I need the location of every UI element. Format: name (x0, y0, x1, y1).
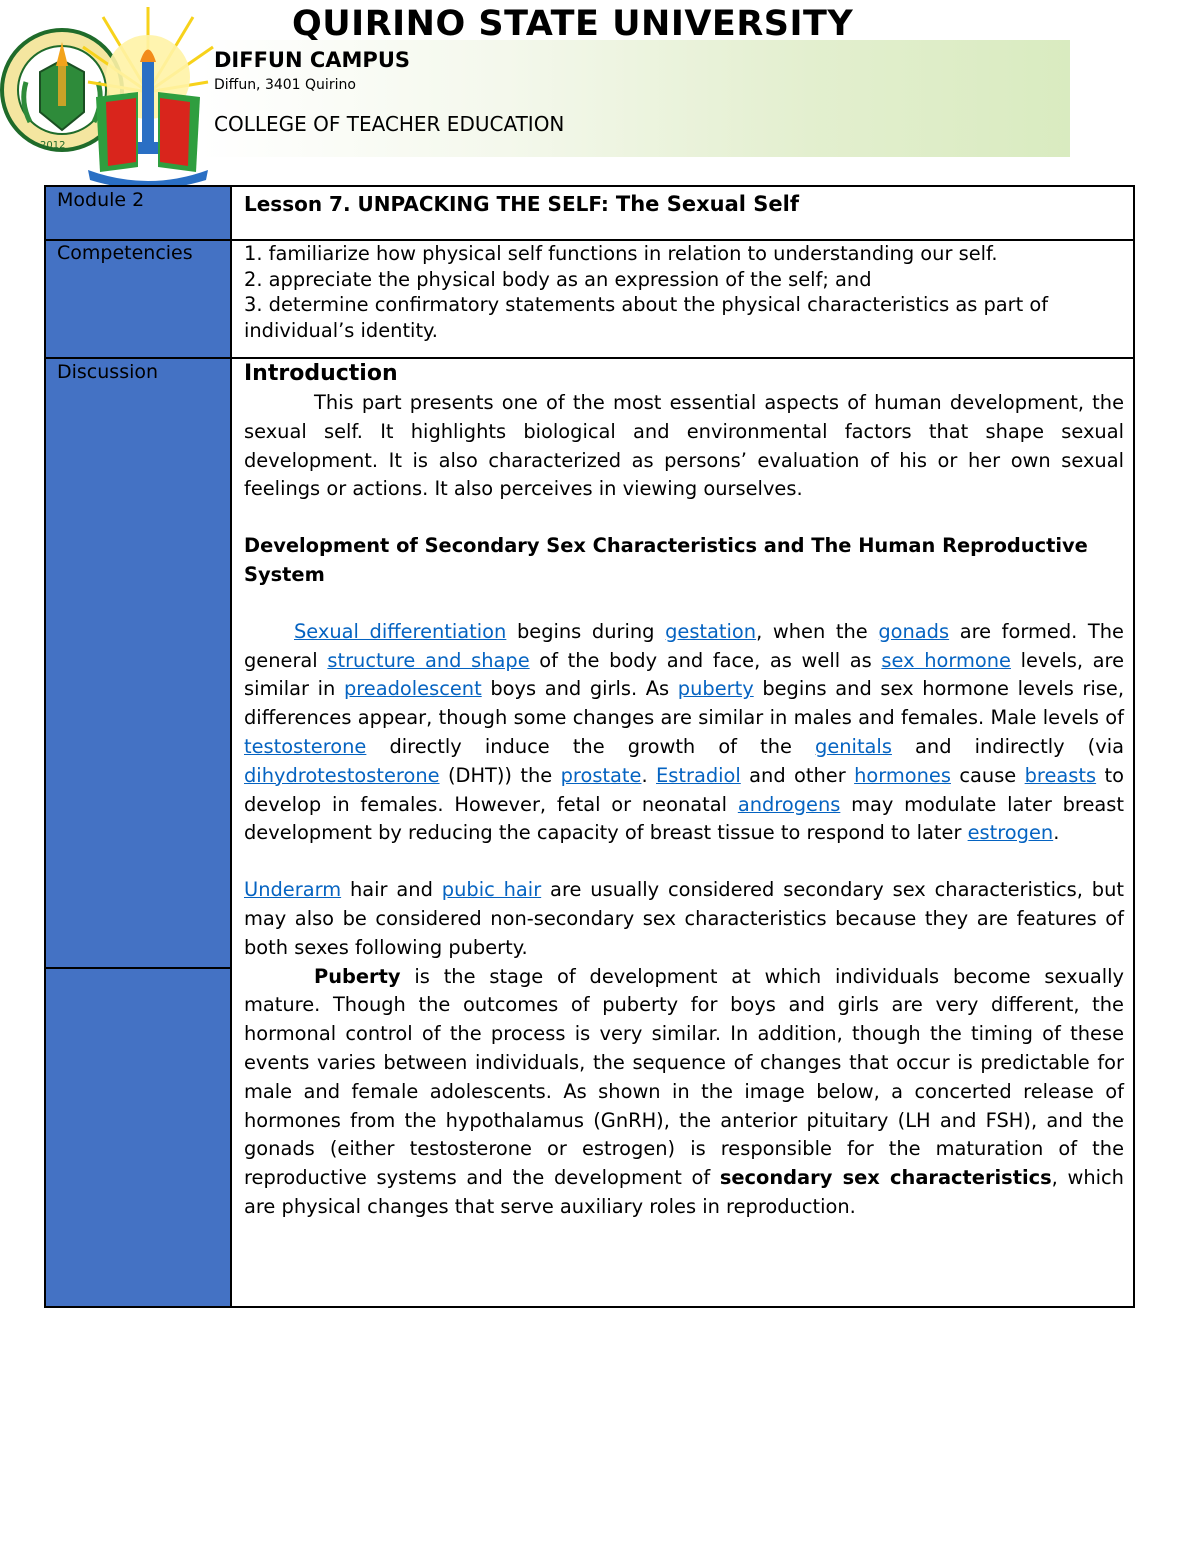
link-sexual-differentiation[interactable]: Sexual differentiation (294, 619, 507, 643)
campus-name: DIFFUN CAMPUS (214, 48, 411, 72)
competencies-list (244, 241, 1124, 343)
discussion-content (244, 359, 1124, 1222)
link-pubic-hair[interactable]: pubic hair (441, 878, 542, 902)
link-breasts[interactable]: breasts (1024, 763, 1097, 787)
link-sex-hormone[interactable]: sex hormone (881, 648, 1011, 672)
link-gestation[interactable]: gestation (665, 619, 757, 643)
seal-year: 2012 (40, 140, 66, 151)
competency-item: 1. familiarize how physical self functions in relation to understanding our self. (244, 242, 998, 265)
intro-paragraph: This part presents one of the most essential aspects of human development, the sexual self. It highlights biological and environmental factors that shape sexual development. It is also characterized as persons’ evaluation of his or her own sexual feelings or actions. It also perceives in viewing ourselves. (244, 391, 1124, 501)
link-structure-and-shape[interactable]: structure and shape (327, 648, 530, 672)
label-divider (46, 967, 232, 969)
college-name: COLLEGE OF TEACHER EDUCATION (214, 112, 565, 136)
link-prostate[interactable]: prostate (560, 763, 642, 787)
lesson-name: The Sexual Self (615, 192, 799, 216)
differentiation-paragraph: Sexual differentiation begins during gestation, when the gonads are formed. The general structure and shape of the body and face, as well as sex hormone levels, are similar in preadolescent boys and girls. As puberty begins and sex hormone levels rise, differences appear, though some changes are similar in males and females. Male levels of testosterone directly induce the growth of the genitals and indirectly (via dihydrotestosterone (DHT)) the prostate. Estradiol and other hormones cause breasts to develop in females. However, fetal or neonatal androgens may modulate later breast development by reducing the capacity of breast tissue to respond to later estrogen. (244, 619, 1125, 845)
university-name: QUIRINO STATE UNIVERSITY (292, 4, 854, 44)
lesson-prefix: Lesson 7. UNPACKING THE SELF: (244, 192, 616, 216)
college-logo (78, 2, 218, 187)
competency-item: 3. determine confirmatory statements about the physical characteristics as part of individual’s identity. (244, 293, 1049, 342)
lesson-title (244, 190, 1124, 219)
discussion-label: Discussion (57, 361, 159, 383)
competency-item: 2. appreciate the physical body as an expression of the self; and (244, 267, 872, 291)
hair-paragraph: Underarm hair and pubic hair are usually considered secondary sex characteristics, but may also be considered non-secondary sex characteristics because they are features of both sexes following puberty. (244, 878, 1124, 959)
module-table (44, 185, 1135, 1308)
link-puberty[interactable]: puberty (677, 677, 754, 701)
intro-heading: Introduction (244, 361, 398, 386)
link-underarm[interactable]: Underarm (244, 878, 342, 902)
competencies-label: Competencies (57, 242, 193, 264)
label-column (46, 187, 232, 1306)
module-label: Module 2 (57, 189, 145, 211)
link-estrogen[interactable]: estrogen (967, 821, 1054, 845)
link-dihydrotestosterone[interactable]: dihydrotestosterone (244, 763, 440, 787)
link-estradiol[interactable]: Estradiol (656, 763, 741, 787)
puberty-paragraph: Puberty is the stage of development at which individuals become sexually mature. Though the outcomes of puberty for boys and girls are very different, the hormonal control of the process is very similar. In addition, though the timing of these events varies between individuals, the sequence of changes that occur is predictable for male and female adolescents. As shown in the image below, a concerted release of hormones from the hypothalamus (GnRH), the anterior pituitary (LH and FSH), and the gonads (either testosterone or estrogen) is responsible for the maturation of the reproductive systems and the development of secondary sex characteristics, which are physical changes that serve auxiliary roles in reproduction. (244, 964, 1124, 1218)
link-genitals[interactable]: genitals (815, 734, 892, 758)
link-testosterone[interactable]: testosterone (244, 734, 367, 758)
campus-address: Diffun, 3401 Quirino (214, 77, 356, 93)
link-preadolescent[interactable]: preadolescent (343, 677, 482, 701)
link-gonads[interactable]: gonads (878, 619, 950, 643)
link-hormones[interactable]: hormones (854, 763, 951, 787)
development-heading: Development of Secondary Sex Characteristics and The Human Reproductive System (244, 534, 1088, 586)
link-androgens[interactable]: androgens (737, 792, 841, 816)
